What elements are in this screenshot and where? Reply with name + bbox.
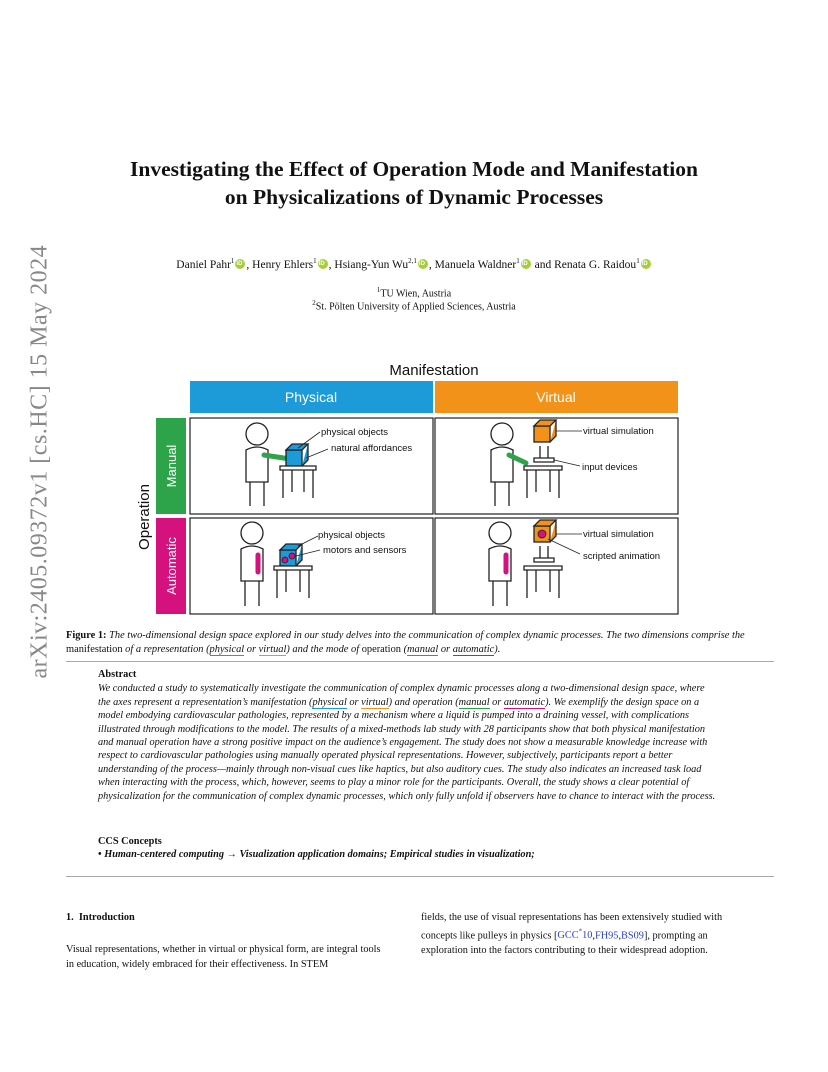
operation-label: Operation — [136, 484, 153, 550]
ccs-concepts — [98, 835, 718, 862]
divider — [66, 661, 774, 662]
affiliation-2: $^2$St. Pölten University of Applied Sciences, Austria — [312, 299, 516, 313]
author: Hsiang-Yun Wu$^{2,1}$iD — [334, 259, 429, 271]
annotation: motors and sensors — [323, 545, 407, 556]
abstract — [98, 668, 718, 803]
intro-left-text: Visual representations, whether in virtual or physical form, are integral tools in education, widely embraced for their effectiveness. In STEM — [66, 944, 381, 970]
author: Henry Ehlers$^1$iD — [252, 259, 329, 271]
annotation: virtual simulation — [583, 426, 654, 437]
author: Renata G. Raidou$^1$iD — [554, 259, 652, 271]
ccs-heading: CCS Concepts — [98, 836, 162, 847]
intro-right-text: fields, the use of visual representations has been extensively studied with concepts like pulleys in physics [GCC*10,FH95,BS09], prompting an exploration into the factors contributing to their widespread adoption. — [421, 912, 723, 957]
annotation: physical objects — [321, 427, 389, 438]
abstract-heading: Abstract — [98, 669, 137, 680]
author-list: Daniel Pahr$^1$iD , Henry Ehlers$^1$iD , Hsiang-Yun Wu$^{2,1}$iD , Manuela Waldner$^1$iD and Renata G. Raidou$^1$iD — [60, 257, 768, 271]
annotation: input devices — [582, 462, 638, 473]
figure-caption: Figure 1: The two-dimensional design space explored in our study delves into the communication of complex dynamic processes. The two dimensions comprise the manifestation of a representation (physical or virtual) and the mode of operation (manual or automatic). — [66, 630, 745, 655]
author: Manuela Waldner$^1$iD — [435, 259, 532, 271]
manual-label: Manual — [164, 444, 179, 488]
orcid-icon[interactable] — [235, 259, 245, 269]
orcid-icon[interactable] — [641, 259, 651, 269]
title-line-2: on Physicalizations of Dynamic Processes — [224, 185, 604, 209]
citation-link[interactable]: BS09 — [621, 930, 644, 942]
paper-title — [60, 155, 768, 211]
orcid-icon[interactable] — [418, 259, 428, 269]
citation-link[interactable]: GCC*10 — [557, 928, 593, 942]
annotation: physical objects — [318, 530, 386, 541]
figure-1-design-space — [120, 358, 690, 620]
author: Daniel Pahr$^1$iD — [176, 259, 246, 271]
ccs-item: • Human-centered computing → Visualization application domains; Empirical studies in visualization; — [98, 849, 535, 861]
annotation: virtual simulation — [583, 529, 654, 540]
virtual-label: Virtual — [536, 389, 576, 405]
manifestation-label: Manifestation — [389, 362, 479, 379]
arxiv-identifier: arXiv:2405.09372v1 [cs.HC] 15 May 2024 — [26, 244, 53, 679]
annotation: scripted animation — [583, 551, 661, 562]
orcid-icon[interactable] — [521, 259, 531, 269]
divider — [66, 876, 774, 877]
physical-label: Physical — [284, 389, 338, 405]
affiliation-1: $^1$TU Wien, Austria — [376, 286, 452, 300]
section-heading: 1. Introduction — [66, 912, 135, 923]
automatic-label: Automatic — [164, 537, 179, 595]
abstract-text: We conducted a study to systematically investigate the communication of complex dynamic processes along a two-dimensional design space, where the axes represent a representation’s manifestation (physical or virtual) and operation (manual or automatic). We exemplify the design space on a model embodying cardiovascular pathologies, represented by a mechanism where a liquid is pumped into a draining vessel, with complications illustrated through modifications to the model. The results of a mixed-methods lab study with 28 participants show that both physical manifestation and manual operation have a strong positive impact on the audience’s engagement. The study does not show a measurable knowledge increase with respect to cardiovascular pathologies using manually operated physical representations. However, subjectively, participants report a better understanding of the process—mainly through non-visual cues like haptics, but also auditory cues. The study also indicates an increased task load when interacting with the process, which, however, seems to play a minor role for the participants. Overall, the study shows a clear potential of physicalization for the communication of complex dynamic processes, which only fully unfold if observers have to chance to interact with the process. — [98, 683, 716, 802]
citation-link[interactable]: FH95 — [594, 930, 619, 942]
annotation: natural affordances — [331, 443, 413, 454]
title-line-1: Investigating the Effect of Operation Mode and Manifestation — [130, 157, 698, 181]
orcid-icon[interactable] — [318, 259, 328, 269]
